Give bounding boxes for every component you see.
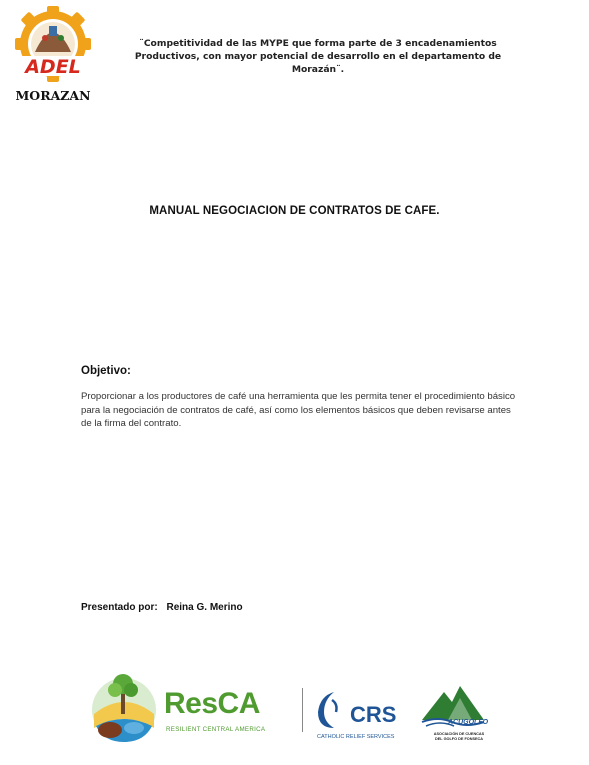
logo-divider	[302, 688, 303, 732]
objective-line-3: de la firma del contrato.	[81, 418, 182, 429]
header-line-2: Productivos, con mayor potencial de desarrollo en el departamento de Morazán¨.	[134, 51, 502, 75]
presented-by	[81, 602, 243, 613]
objective-heading: Objetivo:	[81, 365, 131, 377]
objective-line-2: para la negociación de contratos de café, así como los elementos básicos que deben revisarse antes	[81, 404, 511, 416]
header-heading	[108, 37, 528, 76]
document-title: MANUAL NEGOCIACION DE CONTRATOS DE CAFE.	[149, 205, 440, 217]
crs-logo-subtitle: CATHOLIC RELIEF SERVICES	[317, 734, 395, 740]
objective-line-1: Proporcionar a los productores de café una herramienta que les permita tener el procedimiento básico	[81, 391, 516, 402]
resca-logo-icon	[88, 670, 160, 744]
resca-logo-subtitle: RESILIENT CENTRAL AMERICA	[166, 726, 266, 733]
adel-logo-subtext: MORAZAN	[15, 88, 91, 103]
resca-logo-text: ResCA	[164, 687, 260, 720]
header-line-1: ¨Competitividad de las MYPE que forma parte de 3 encadenamientos	[139, 38, 497, 49]
acugolfo-logo-subtitle	[424, 732, 494, 742]
adel-logo-text: ADEL	[25, 56, 81, 78]
presenter-name: Reina G. Merino	[166, 602, 243, 613]
acugolfo-subtitle-line-1: ASOCIACIÓN DE CUENCAS	[433, 732, 485, 736]
acugolfo-logo-text: ACUGOLFO	[448, 719, 489, 726]
crs-logo-icon	[312, 688, 348, 732]
crs-logo-text: CRS	[350, 702, 397, 727]
acugolfo-subtitle-line-2: DEL GOLFO DE FONSECA	[434, 737, 484, 741]
adel-morazan-logo	[5, 4, 101, 104]
objective-text	[81, 390, 531, 431]
presented-label: Presentado por:	[81, 602, 158, 613]
